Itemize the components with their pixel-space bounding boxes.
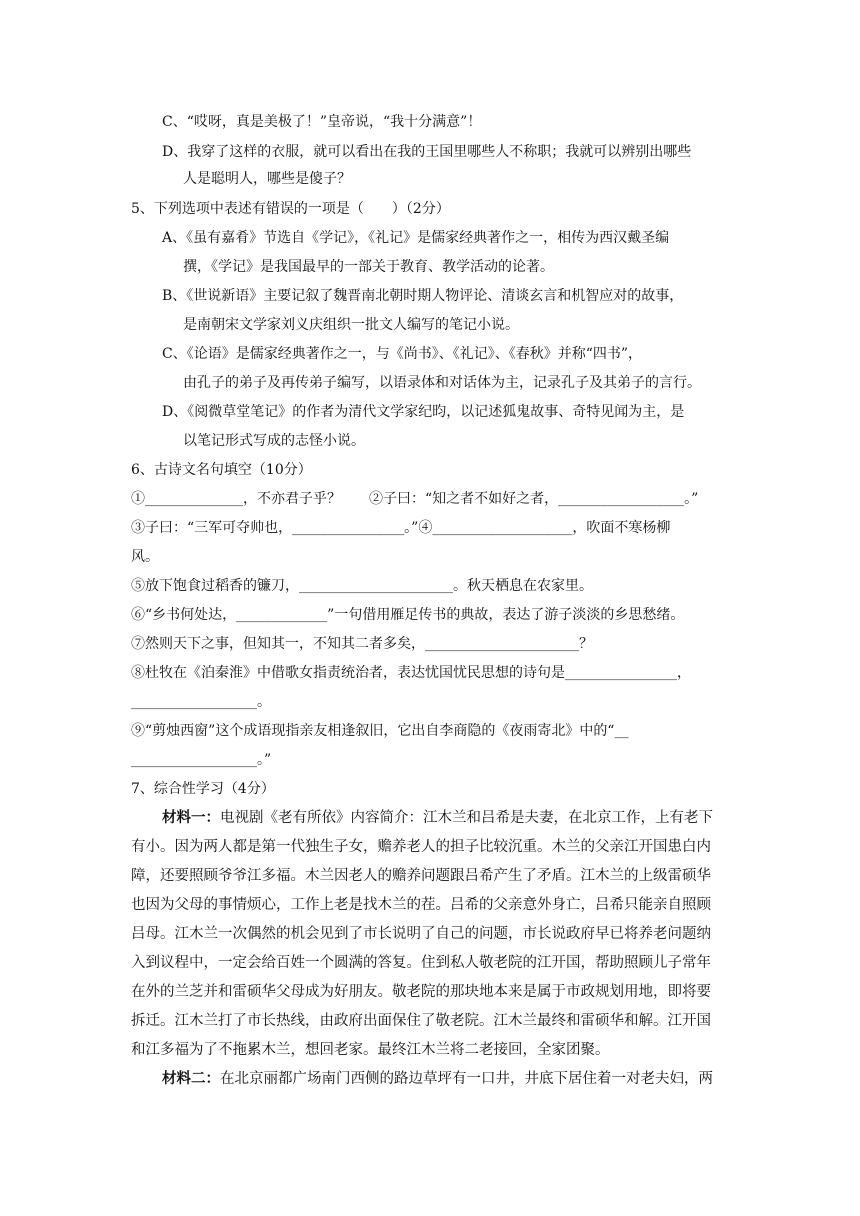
material-one-line9: 和江多福为了不拖累木兰，想回老家。最终江木兰将二老接回，全家团聚。: [131, 1042, 610, 1058]
q5-option-c-line2: 由孔子的弟子及再传弟子编写，以语录体和对话体为主，记录孔子及其弟子的言行。: [183, 375, 701, 391]
q7-stem: 7、综合性学习（4分）: [131, 781, 275, 797]
material-one-line1: [162, 809, 713, 827]
material-two-line1: [162, 1070, 713, 1088]
material-one-line7: 在外的兰芝并和雷硕华父母成为好朋友。敬老院的那块地本来是属于市政规划用地，即将要: [131, 984, 711, 1000]
q6-blank-line5: ⑥“乡书何处达，_____________”一句借用雁足传书的典故，表达了游子淡淡的乡思愁绪。: [131, 607, 685, 623]
q5-option-d-line2: 以笔记形式写成的志怪小说。: [183, 433, 365, 449]
material-one-text: 电视剧《老有所依》内容简介：江木兰和吕希是夫妻，在北京工作，上有老下: [220, 810, 713, 826]
material-one-label: 材料一：: [162, 810, 220, 826]
q6-blank-line10: __________________。”: [131, 752, 272, 768]
material-one-line8: 拆迁。江木兰打了市长热线，由政府出面保住了敬老院。江木兰最终和雷硕华和解。江开国: [131, 1013, 711, 1029]
q6-blank-line9: ⑨“剪烛西窗”这个成语现指亲友相逢叙旧，它出自李商隐的《夜雨寄北》中的“__: [131, 723, 629, 739]
q6-blank-line7: ⑧杜牧在《泊秦淮》中借歌女指责统治者，表达忧国忧民思想的诗句是________________，: [131, 665, 691, 681]
q6-stem: 6、古诗文名句填空（10分）: [131, 462, 312, 478]
material-one-line4: 也因为父母的事情烦心，工作上老是找木兰的茬。吕希的父亲意外身亡，吕希只能亲自照顾: [131, 897, 711, 913]
q5-option-b-line2: 是南朝宋文学家刘义庆组织一批文人编写的笔记小说。: [183, 317, 519, 333]
q4-option-c: C、“哎呀，真是美极了！”皇帝说，“我十分满意”！: [162, 114, 482, 130]
q5-option-b-line1: B、《世说新语》主要记叙了魏晋南北朝时期人物评论、清谈玄言和机智应对的故事，: [162, 288, 684, 304]
q6-blank-line6: ⑦然则天下之事，但知其一，不知其二者多矣，______________________？: [131, 636, 593, 652]
q5-option-a-line2: 撰，《学记》是我国最早的一部关于教育、教学活动的论著。: [183, 259, 554, 275]
material-one-line2: 有小。因为两人都是第一代独生子女，赡养老人的担子比较沉重。木兰的父亲江开国患白内: [131, 839, 711, 855]
material-one-line6: 入到议程中，一定会给百姓一个圆满的答复。住到私人敬老院的江开国，帮助照顾儿子常年: [131, 955, 711, 971]
q6-blank-line2: ③子曰：“三军可夺帅也，________________。”④____________________，吹面不寒杨柳: [131, 520, 671, 536]
material-two-label: 材料二：: [162, 1071, 220, 1087]
material-two-text: 在北京丽都广场南门西侧的路边草坪有一口井，井底下居住着一对老夫妇，两: [220, 1071, 713, 1087]
material-one-line5: 吕母。江木兰一次偶然的机会见到了市长说明了自己的问题，市长说政府早已将养老问题纳: [131, 926, 711, 942]
q5-stem: 5、下列选项中表述有错误的一项是（ ）（2分）: [131, 201, 450, 217]
q6-blank-line4: ⑤放下饱食过稻香的镰刀，______________________。秋天栖息在农家里。: [131, 578, 593, 594]
q4-option-d-line1: D、我穿了这样的衣服，就可以看出在我的王国里哪些人不称职；我就可以辨别出哪些: [162, 144, 692, 160]
q4-option-d-line2: 人是聪明人，哪些是傻子？: [183, 171, 351, 187]
q5-option-c-line1: C、《论语》是儒家经典著作之一，与《尚书》、《礼记》、《春秋》并称“四书”，: [162, 346, 643, 362]
q5-option-a-line1: A、《虽有嘉肴》节选自《学记》，《礼记》是儒家经典著作之一，相传为西汉戴圣编: [162, 230, 670, 246]
q5-option-d-line1: D、《阅微草堂笔记》的作者为清代文学家纪昀，以记述狐鬼故事、奇特见闻为主，是: [162, 404, 685, 420]
q6-blank-line3: 风。: [131, 549, 159, 565]
q6-blank-line8: __________________。: [131, 694, 271, 710]
q6-blank-line1: ①______________，不亦君子乎？ ②子曰：“知之者不如好之者，__________________。”: [131, 491, 699, 507]
material-one-line3: 障，还要照顾爷爷江多福。木兰因老人的赡养问题跟吕希产生了矛盾。江木兰的上级雷硕华: [131, 868, 711, 884]
